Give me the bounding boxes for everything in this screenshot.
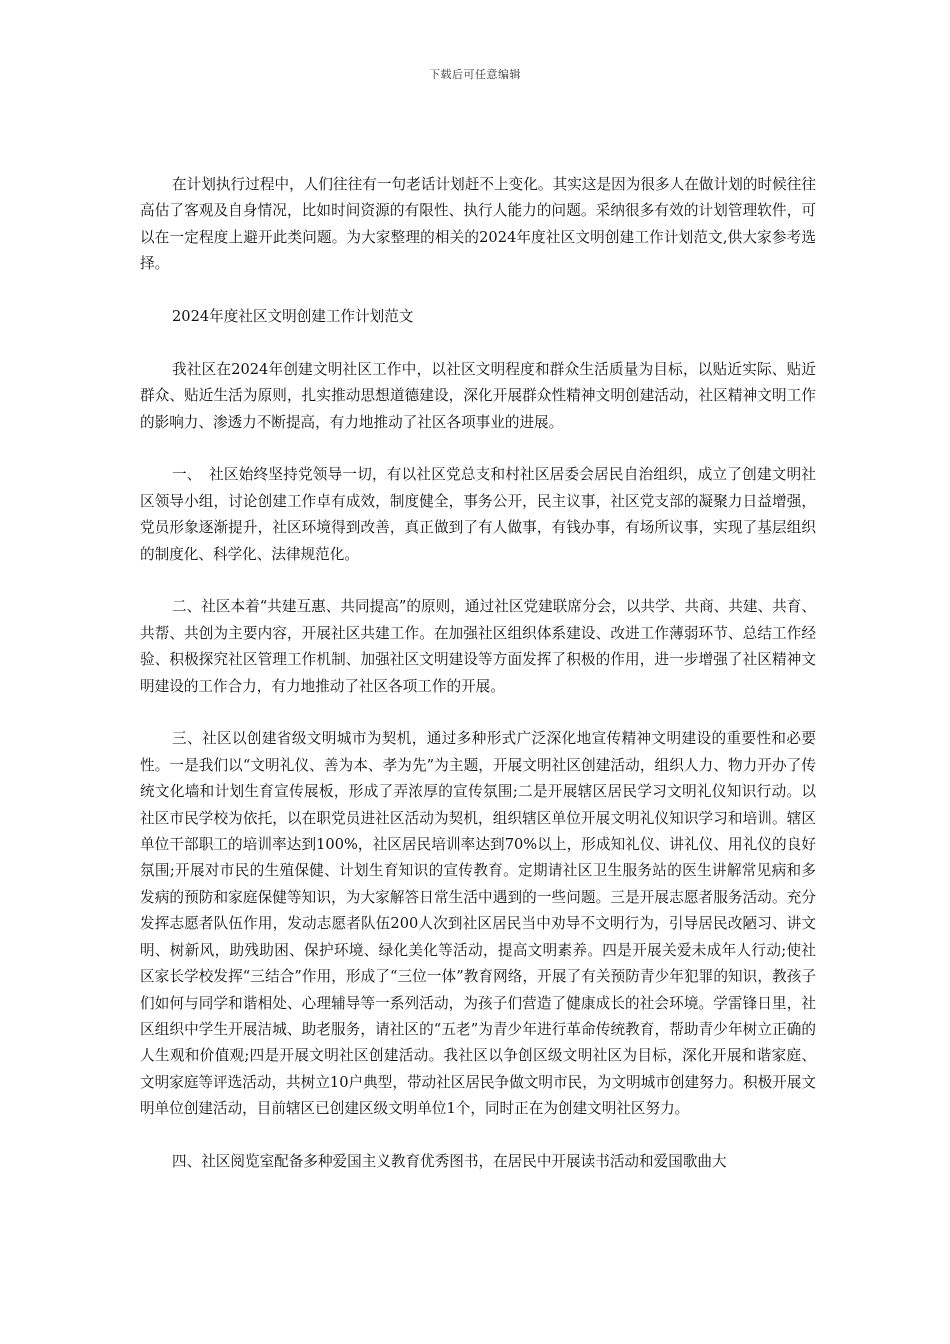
body-paragraph-2: 一、 社区始终坚持党领导一切，有以社区党总支和村社区居委会居民自治组织，成立了创建文明社区领导小组，讨论创建工作卓有成效，制度健全，事务公开，民主议事，社区党支部的凝聚力日益增强，党员形象逐渐提升，社区环境得到改善，真正做到了有人做事，有钱办事，有场所议事，实现了基层组织的制度化、科学化、法律规范化。: [140, 466, 816, 563]
intro-paragraph: 在计划执行过程中，人们往往有一句老话计划赶不上变化。其实这是因为很多人在做计划的时候往往高估了客观及自身情况，比如时间资源的有限性、执行人能力的问题。采纳很多有效的计划管理软件，可以在一定程度上避开此类问题。为大家整理的相关的2024年度社区文明创建工作计划范文,供大家参考选择。: [140, 176, 816, 273]
document-title: 2024年度社区文明创建工作计划范文: [172, 308, 414, 326]
body-paragraph-3: 二、社区本着“共建互惠、共同提高”的原则，通过社区党建联席分会，以共学、共商、共建、共育、共帮、共创为主要内容，开展社区共建工作。在加强社区组织体系建设、改进工作薄弱环节、总结工作经验、积极探究社区管理工作机制、加强社区文明建设等方面发挥了积极的作用，进一步增强了社区精神文明建设的工作合力，有力地推动了社区各项工作的开展。: [140, 598, 816, 695]
body-paragraph-1: 我社区在2024年创建文明社区工作中，以社区文明程度和群众生活质量为目标，以贴近实际、贴近群众、贴近生活为原则，扎实推动思想道德建设，深化开展群众性精神文明创建活动，社区精神文明工作的影响力、渗透力不断提高，有力地推动了社区各项事业的进展。: [140, 360, 816, 431]
body-paragraph-5: 四、社区阅览室配备多种爱国主义教育优秀图书，在居民中开展读书活动和爱国歌曲大: [172, 1152, 727, 1170]
page-header-note: 下载后可任意编辑: [429, 68, 521, 81]
body-paragraph-4: 三、社区以创建省级文明城市为契机，通过多种形式广泛深化地宣传精神文明建设的重要性和必要性。一是我们以“文明礼仪、善为本、孝为先”为主题，开展文明社区创建活动，组织人力、物力开办了传统文化墙和计划生育宣传展板，形成了弄浓厚的宣传氛围;二是开展辖区居民学习文明礼仪知识行动。以社区市民学校为依托，以在职党员进社区活动为契机，组织辖区单位开展文明礼仪知识学习和培训。辖区单位干部职工的培训率达到100%，社区居民培训率达到70%以上，形成知礼仪、讲礼仪、用礼仪的良好氛围;开展对市民的生殖保健、计划生育知识的宣传教育。定期请社区卫生服务站的医生讲解常见病和多发病的预防和家庭保健等知识，为大家解答日常生活中遇到的一些问题。三是开展志愿者服务活动。充分发挥志愿者队伍作用，发动志愿者队伍200人次到社区居民当中劝导不文明行为，引导居民改陋习、讲文明、树新风，助残助困、保护环境、绿化美化等活动，提高文明素养。四是开展关爱未成年人行动;使社区家长学校发挥“三结合”作用，形成了“三位一体”教育网络，开展了有关预防青少年犯罪的知识，教孩子们如何与同学和谐相处、心理辅导等一系列活动，为孩子们营造了健康成长的社会环境。学雷锋日里，社区组织中学生开展洁城、助老服务，请社区的“五老”为青少年进行革命传统教育，帮助青少年树立正确的人生观和价值观;四是开展文明社区创建活动。我社区以争创区级文明社区为目标，深化开展和谐家庭、文明家庭等评选活动，共树立10户典型，带动社区居民争做文明市民，为文明城市创建努力。积极开展文明单位创建活动，目前辖区已创建区级文明单位1个，同时正在为创建文明社区努力。: [140, 730, 816, 1118]
document-body: [140, 172, 816, 1175]
